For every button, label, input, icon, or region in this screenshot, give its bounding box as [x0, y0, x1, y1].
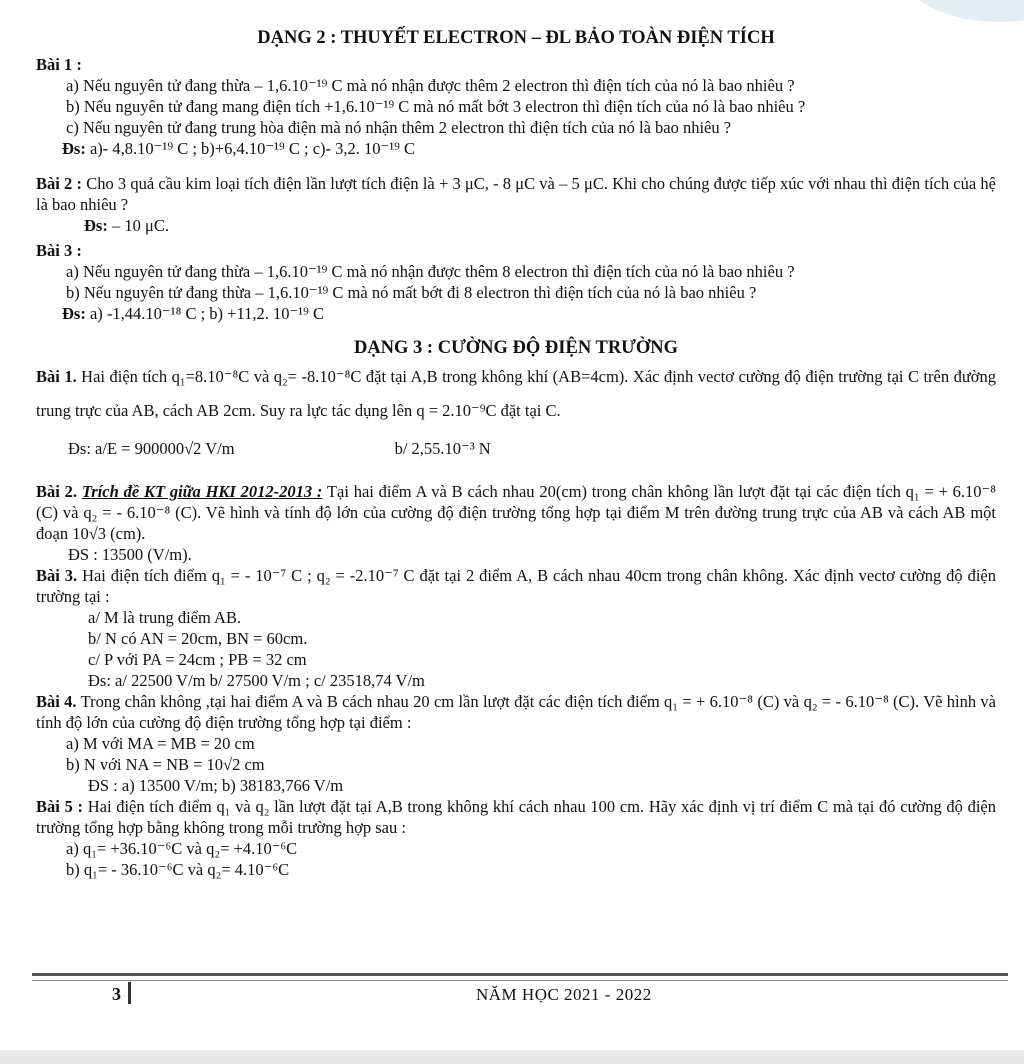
bai1-item-c: c) Nếu nguyên tử đang trung hòa điện mà nó nhận thêm 2 electron thì điện tích của nó là bao nhiêu ? — [66, 118, 732, 137]
bai2-paragraph: Bài 2 : Cho 3 quả cầu kim loại tích điện lần lượt tích điện là + 3 μC, - 8 μC và – 5 μC. Khi cho chúng được tiếp xúc với nhau thì điện tích của hệ là bao nhiêu ? — [36, 174, 996, 214]
d3-bai4-answer: ĐS : a) 13500 V/m; b) 38183,766 V/m — [88, 776, 344, 795]
page-number-bar — [128, 982, 131, 1004]
bai1-item-a: a) Nếu nguyên tử đang thừa – 1,6.10⁻¹⁹ C mà nó nhận được thêm 2 electron thì điện tích của nó là bao nhiêu ? — [66, 76, 795, 95]
footer-rule — [32, 973, 1008, 976]
d3-bai3-item-a: a/ M là trung điểm AB. — [88, 608, 242, 627]
bai3-item-a: a) Nếu nguyên tử đang thừa – 1,6.10⁻¹⁹ C mà nó nhận được thêm 8 electron thì điện tích của nó là bao nhiêu ? — [66, 262, 795, 281]
d3-bai2-heading: Bài 2. — [36, 482, 78, 501]
bottom-band — [0, 1050, 1024, 1064]
d3-bai3-answer: Đs: a/ 22500 V/m b/ 27500 V/m ; c/ 23518,74 V/m — [88, 671, 425, 690]
bai3-answer: Đs: a) -1,44.10⁻¹⁸ C ; b) +11,2. 10⁻¹⁹ C — [62, 304, 325, 323]
d3-bai5-item-b: b) q₁= - 36.10⁻⁶C và q₂= 4.10⁻⁶C — [66, 860, 290, 879]
section-title-dang3: DẠNG 3 : CƯỜNG ĐỘ ĐIỆN TRƯỜNG — [353, 338, 679, 358]
d3-bai3-paragraph: Bài 3. Hai điện tích điểm q₁ = - 10⁻⁷ C ; q₂ = -2.10⁻⁷ C đặt tại 2 điểm A, B cách nhau 40cm trong chân không. Xác định vectơ cường độ điện trường tại : — [36, 566, 996, 606]
d3-bai2-answer: ĐS : 13500 (V/m). — [68, 545, 192, 564]
d3-bai1-paragraph: Bài 1. Hai điện tích q₁=8.10⁻⁸C và q₂= -8.10⁻⁸C đặt tại A,B trong không khí (AB=4cm). Xác định vectơ cường độ điện trường tại C trên đường trung trực của AB, cách AB 2cm. Suy ra lực tác dụng lên q = 2.10⁻⁹C đặt tại C. — [36, 367, 997, 420]
bai1-answer: Đs: a)- 4,8.10⁻¹⁹ C ; b)+6,4.10⁻¹⁹ C ; c)- 3,2. 10⁻¹⁹ C — [62, 139, 416, 158]
school-year: NĂM HỌC 2021 - 2022 — [476, 985, 652, 1004]
d3-bai5-heading: Bài 5 : — [36, 797, 83, 816]
d3-bai1-answer: Đs: a/E = 900000√2 V/m b/ 2,55.10⁻³ N — [68, 439, 491, 458]
d3-bai2-source: Trích đề KT giữa HKI 2012-2013 : — [81, 482, 323, 501]
bai1-heading: Bài 1 : — [36, 55, 82, 74]
d3-bai3-item-b: b/ N có AN = 20cm, BN = 60cm. — [88, 629, 308, 648]
bai3-heading: Bài 3 : — [36, 241, 82, 260]
d3-bai4-heading: Bài 4. — [36, 692, 77, 711]
bai2-heading: Bài 2 : — [36, 174, 82, 193]
footer-rule-thin — [32, 980, 1008, 981]
d3-bai1-heading: Bài 1. — [36, 367, 77, 386]
page-number: 3 — [112, 984, 121, 1004]
d3-bai4-item-b: b) N với NA = NB = 10√2 cm — [66, 755, 265, 774]
d3-bai5-paragraph: Bài 5 : Hai điện tích điểm q₁ và q₂ lần lượt đặt tại A,B trong không khí cách nhau 100 cm. Hãy xác định vị trí điểm C mà tại đó cường độ điện trường tổng hợp bằng không trong mỗi trường hợp sau : — [36, 797, 997, 837]
section-title-dang2: DẠNG 2 : THUYẾT ELECTRON – ĐL BẢO TOÀN ĐIỆN TÍCH — [257, 28, 775, 48]
bai3-item-b: b) Nếu nguyên tử đang thừa – 1,6.10⁻¹⁹ C mà nó mất bớt đi 8 electron thì điện tích của nó là bao nhiêu ? — [66, 283, 757, 302]
d3-bai5-item-a: a) q₁= +36.10⁻⁶C và q₂= +4.10⁻⁶C — [66, 839, 298, 858]
document-page — [36, 26, 996, 880]
d3-bai4-paragraph: Bài 4. Trong chân không ,tại hai điểm A và B cách nhau 20 cm lần lượt đặt các điện tích điểm q₁ = + 6.10⁻⁸ (C) và q₂ = - 6.10⁻⁸ (C). Vẽ hình và tính độ lớn của cường độ điện trường tổng hợp tại điểm : — [36, 692, 997, 732]
d3-bai4-item-a: a) M với MA = MB = 20 cm — [66, 734, 255, 753]
d3-bai2-paragraph: Bài 2. Trích đề KT giữa HKI 2012-2013 : Tại hai điểm A và B cách nhau 20(cm) trong chân không lần lượt đặt tại các điện tích q₁ = + 6.10⁻⁸ (C) và q₂ = - 6.10⁻⁸ (C). Vẽ hình và tính độ lớn của cường độ điện trường tổng hợp tại điểm M trên đường trung trực của AB và cách AB một đoạn 10√3 (cm). — [36, 482, 997, 543]
corner-decoration — [905, 0, 1024, 22]
d3-bai3-item-c: c/ P với PA = 24cm ; PB = 32 cm — [88, 650, 307, 669]
d3-bai3-heading: Bài 3. — [36, 566, 78, 585]
bai2-answer: Đs: – 10 μC. — [84, 216, 169, 235]
bai1-item-b: b) Nếu nguyên tử đang mang điện tích +1,6.10⁻¹⁹ C mà nó mất bớt 3 electron thì điện tích của nó là bao nhiêu ? — [66, 97, 806, 116]
